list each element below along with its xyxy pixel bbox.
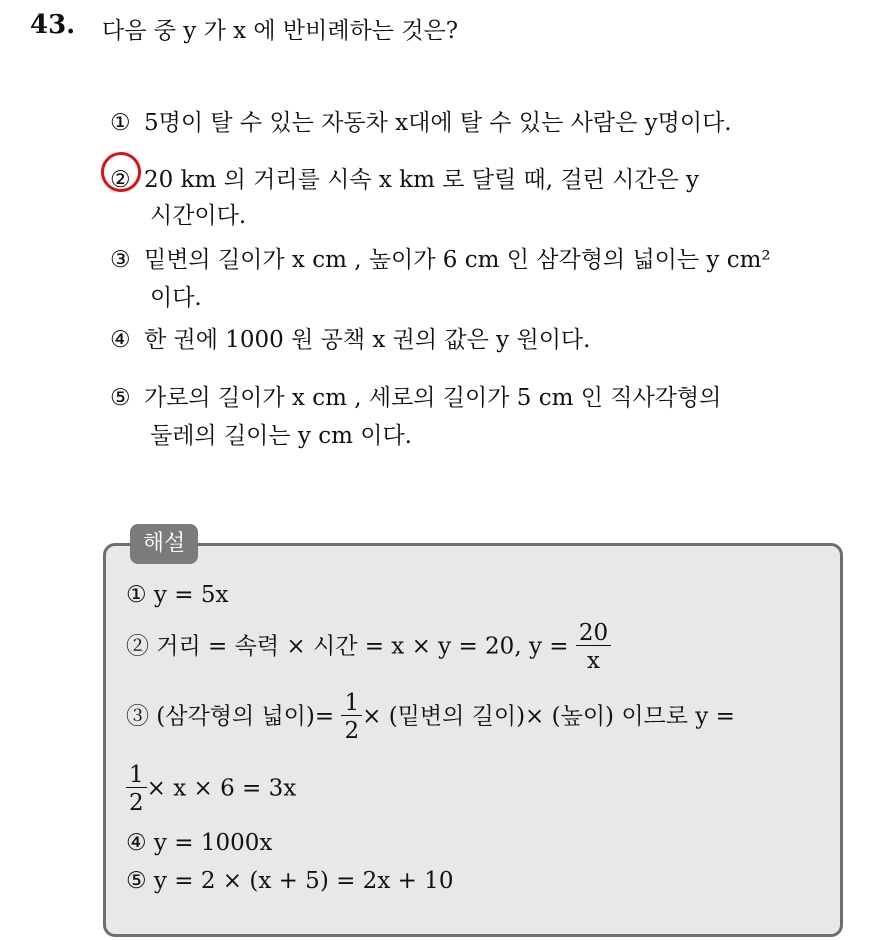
solution-line-3b-suffix: × x × 6 = 3x	[146, 775, 297, 802]
solution-line-5: ⑤ y = 2 × (x + 5) = 2x + 10	[126, 868, 454, 894]
option-4-text: 한 권에 1000 원 공책 x 권의 값은 y 원이다.	[144, 327, 591, 353]
option-3-mark: ③	[110, 247, 131, 273]
option-1[interactable]	[110, 108, 732, 138]
fraction-20-over-x	[576, 622, 611, 673]
fraction-numerator: 1	[129, 762, 144, 788]
solution-label: 해설	[130, 524, 198, 564]
fraction-denominator: 2	[126, 787, 147, 815]
question-text: 다음 중 y 가 x 에 반비례하는 것은?	[102, 18, 459, 44]
question-number: 43.	[30, 10, 76, 40]
solution-line-3b	[126, 764, 296, 815]
solution-line-4: ④ y = 1000x	[126, 830, 273, 856]
solution-line-2	[126, 622, 611, 673]
option-2-text-line1: 20 km 의 거리를 시속 x km 로 달릴 때, 걸린 시간은 y	[144, 167, 700, 193]
fraction-denominator: 2	[341, 715, 362, 743]
fraction-one-half	[341, 692, 362, 743]
option-3-text-line1: 밑변의 길이가 x cm , 높이가 6 cm 인 삼각형의 넓이는 y cm²	[144, 247, 771, 273]
fraction-numerator: 1	[344, 690, 360, 716]
option-4-mark: ④	[110, 327, 131, 353]
solution-line-2-text: ② 거리 = 속력 × 시간 = x × y = 20, y =	[126, 633, 569, 660]
option-5-text-line1: 가로의 길이가 x cm , 세로의 길이가 5 cm 인 직사각형의	[144, 385, 722, 411]
solution-line-3-prefix: ③ (삼각형의 넓이)=	[126, 703, 335, 730]
option-3-text-line2: 이다.	[150, 285, 202, 311]
option-4[interactable]	[110, 325, 590, 355]
option-5-mark: ⑤	[110, 385, 131, 411]
option-3[interactable]	[110, 245, 771, 275]
solution-line-1: ① y = 5x	[126, 582, 229, 608]
solution-line-3-suffix: × (밑변의 길이)× (높이) 이므로 y =	[362, 703, 735, 730]
fraction-one-half	[126, 764, 147, 815]
option-1-mark: ①	[110, 110, 131, 136]
option-2-text-line2: 시간이다.	[150, 203, 247, 229]
option-5-text-line2: 둘레의 길이는 y cm 이다.	[150, 423, 412, 449]
option-2-mark: ②	[110, 167, 131, 193]
solution-line-3	[126, 692, 735, 743]
fraction-numerator: 20	[578, 620, 609, 646]
option-2[interactable]	[110, 165, 699, 195]
option-5[interactable]	[110, 383, 721, 413]
fraction-denominator: x	[576, 645, 611, 673]
option-1-text: 5명이 탈 수 있는 자동차 x대에 탈 수 있는 사람은 y명이다.	[144, 110, 732, 136]
